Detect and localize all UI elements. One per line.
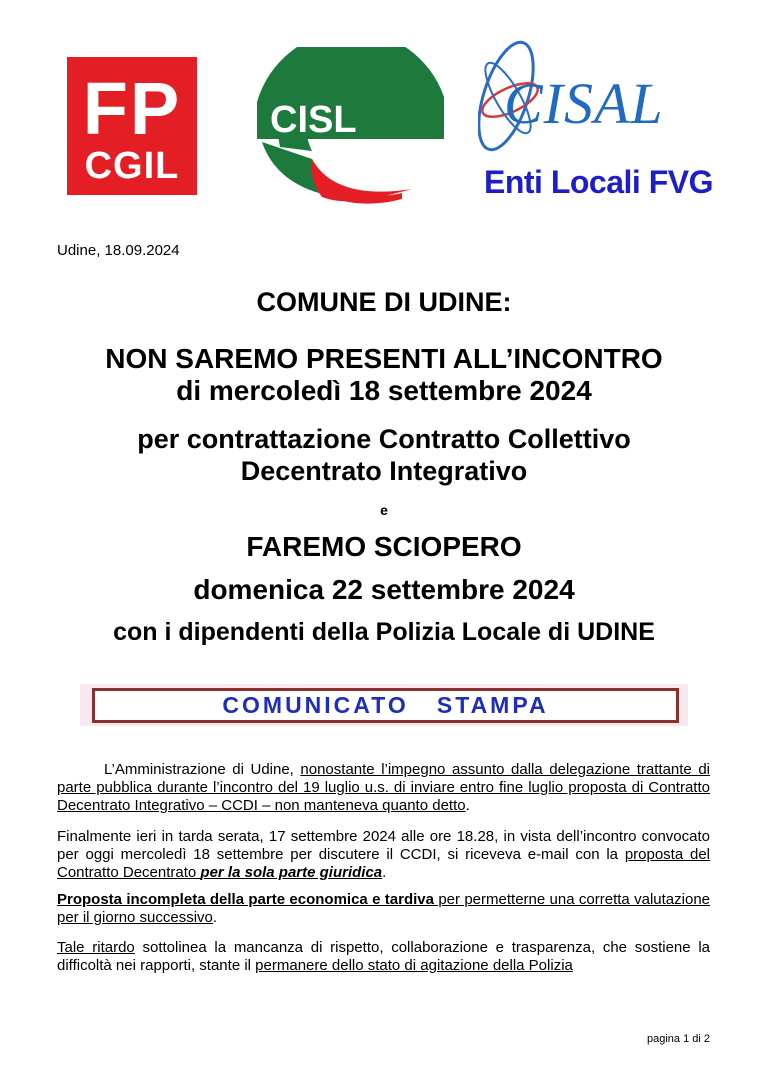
- heading-strike-date: domenica 22 settembre 2024: [193, 574, 575, 605]
- cisal-wordmark: CISAL: [504, 71, 664, 136]
- press-release-banner: [80, 684, 688, 726]
- paragraph-3-end: .: [212, 909, 218, 926]
- cisal-subtitle: Enti Locali FVG: [484, 164, 713, 200]
- heading-contract-line2: Decentrato Integrativo: [240, 456, 528, 486]
- press-release-box: [92, 688, 679, 723]
- fp-cgil-logo-fp: FP: [82, 67, 182, 150]
- fp-cgil-logo: [67, 57, 197, 195]
- paragraph-2-underlined: proposta del Contratto Decentrato: [57, 846, 710, 881]
- paragraph-2-text: Finalmente ieri in tarda serata, 17 settembre 2024 alle ore 18.28, in vista dell’incontro convocato per oggi mercoledì 18 settembre per discutere il CCDI, si riceveva e-mail con la: [57, 828, 710, 863]
- cisl-fp-logo: [252, 47, 462, 212]
- paragraph-2-end: .: [382, 864, 387, 881]
- cisl-text: CISL: [270, 99, 357, 141]
- heading-conjunction: e: [380, 502, 388, 518]
- paragraph-2: [57, 828, 710, 882]
- paragraph-1-underlined: nonostante l’impegno assunto dalla delegazione trattante di parte pubblica durante l’incontro del 19 luglio u.s. di inviare entro fine luglio proposta di Contratto Decentrato Integrativo – CCDI – non manteneva quanto detto: [57, 761, 710, 814]
- paragraph-2-emphasis: per la sola parte giuridica: [200, 864, 383, 881]
- paragraph-4: [57, 939, 710, 975]
- cisal-logo: [478, 36, 713, 206]
- paragraph-4-underlined-end: permanere dello stato di agitazione della Polizia: [255, 957, 573, 974]
- heading-comune: COMUNE DI UDINE:: [256, 287, 512, 317]
- heading-police: con i dipendenti della Polizia Locale di UDINE: [113, 618, 655, 646]
- paragraph-3: [57, 891, 710, 927]
- paragraph-3-underlined: per permetterne una corretta valutazione per il giorno successivo: [57, 891, 710, 926]
- paragraph-1: [57, 761, 710, 815]
- press-release-label: COMUNICATO STAMPA: [222, 692, 549, 718]
- heading-strike: FAREMO SCIOPERO: [246, 531, 522, 562]
- heading-not-present-line1: NON SAREMO PRESENTI ALL’INCONTRO: [105, 343, 663, 374]
- cisl-fp-text: FP: [392, 99, 439, 140]
- paragraph-3-bold: Proposta incompleta della parte economica e tardiva: [57, 891, 434, 908]
- paragraph-1-text: L’Amministrazione di Udine,: [104, 761, 301, 778]
- fp-cgil-logo-cgil: CGIL: [84, 145, 180, 187]
- document-date: Udine, 18.09.2024: [57, 242, 180, 259]
- paragraph-1-end: .: [465, 797, 470, 814]
- paragraph-4-text: sottolinea la mancanza di rispetto, collaborazione e trasparenza, che sostiene la difficoltà nei rapporti, stante il: [57, 939, 711, 974]
- heading-contract: [0, 423, 768, 487]
- page-number: pagina 1 di 2: [647, 1033, 710, 1045]
- paragraph-4-underlined-start: Tale ritardo: [57, 939, 135, 956]
- heading-not-present: [0, 343, 768, 407]
- heading-contract-line1: per contrattazione Contratto Collettivo: [137, 424, 631, 454]
- heading-not-present-line2: di mercoledì 18 settembre 2024: [176, 375, 592, 406]
